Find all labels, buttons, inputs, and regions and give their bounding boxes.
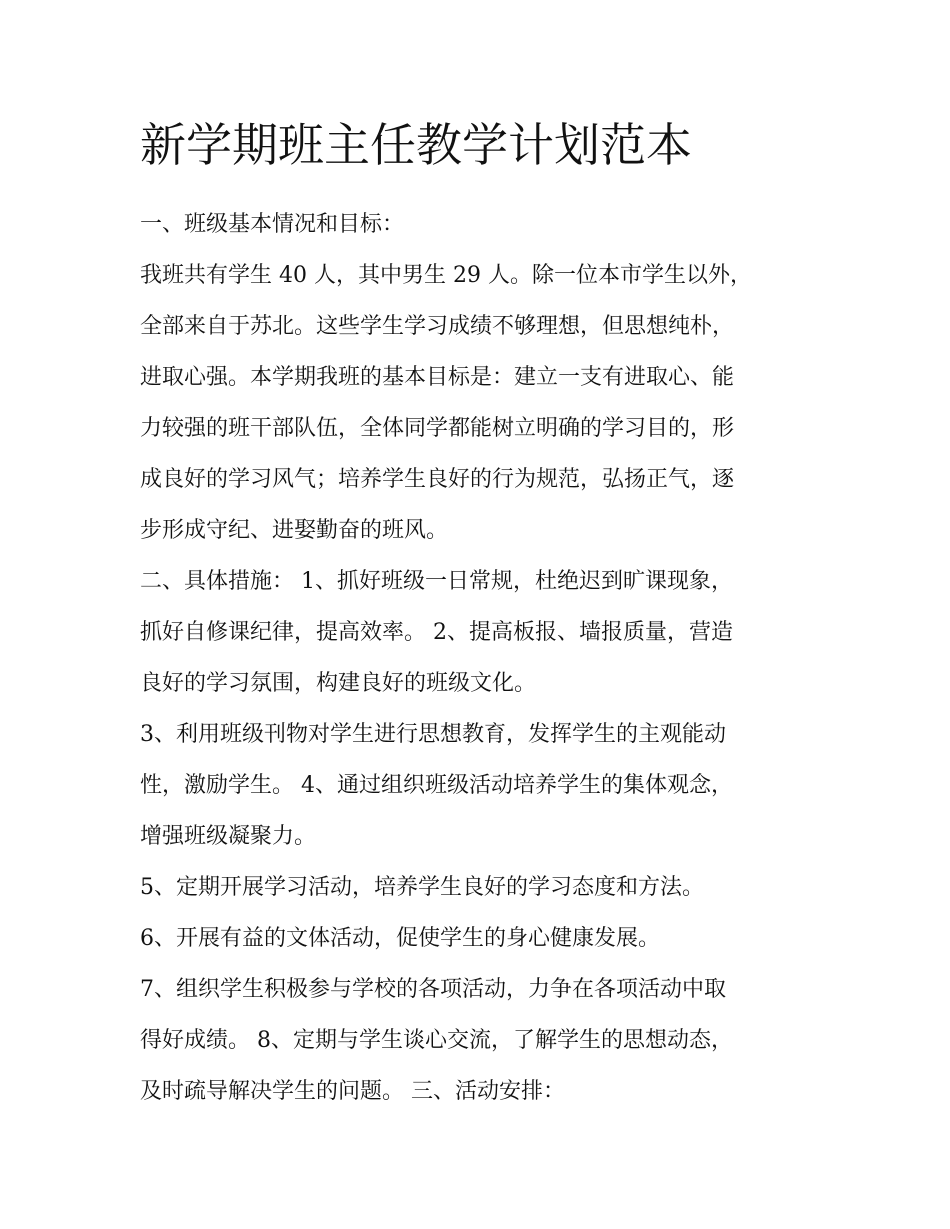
body-line: 增强班级凝聚力。: [140, 824, 317, 849]
body-line: 5、定期开展学习活动，培养学生良好的学习态度和方法。: [140, 875, 704, 900]
body-line: 性，激励学生。 4、通过组织班级活动培养学生的集体观念，: [140, 773, 733, 798]
body-line: 力较强的班干部队伍，全体同学都能树立明确的学习目的，形: [140, 416, 735, 441]
body-line: 良好的学习氛围，构建良好的班级文化。: [140, 671, 537, 696]
body-line: 及时疏导解决学生的问题。 三、活动安排：: [140, 1079, 565, 1104]
body-line: 3、利用班级刊物对学生进行思想教育，发挥学生的主观能动: [140, 722, 726, 747]
body-line: 全部来自于苏北。这些学生学习成绩不够理想，但思想纯朴，: [140, 314, 735, 339]
body-line: 成良好的学习风气；培养学生良好的行为规范，弘扬正气，逐: [140, 467, 735, 492]
section-heading-basic-situation: 一、班级基本情况和目标：: [140, 212, 405, 237]
body-line: 步形成守纪、进娶勤奋的班风。: [140, 518, 449, 543]
document-body: [140, 199, 816, 1117]
section-heading-measures: 二、具体措施： 1、抓好班级一日常规，杜绝迟到旷课现象，: [140, 569, 733, 594]
body-line: 我班共有学生 40 人，其中男生 29 人。除一位本市学生以外，: [140, 263, 752, 288]
body-line: 7、组织学生积极参与学校的各项活动，力争在各项活动中取: [140, 977, 726, 1002]
document-title: 新学期班主任教学计划范本: [140, 118, 692, 172]
body-line: 进取心强。本学期我班的基本目标是：建立一支有进取心、能: [140, 365, 735, 390]
body-line: 抓好自修课纪律，提高效率。 2、提高板报、墙报质量，营造: [140, 620, 733, 645]
body-line: 得好成绩。 8、定期与学生谈心交流，了解学生的思想动态，: [140, 1028, 733, 1053]
body-line: 6、开展有益的文体活动，促使学生的身心健康发展。: [140, 926, 660, 951]
